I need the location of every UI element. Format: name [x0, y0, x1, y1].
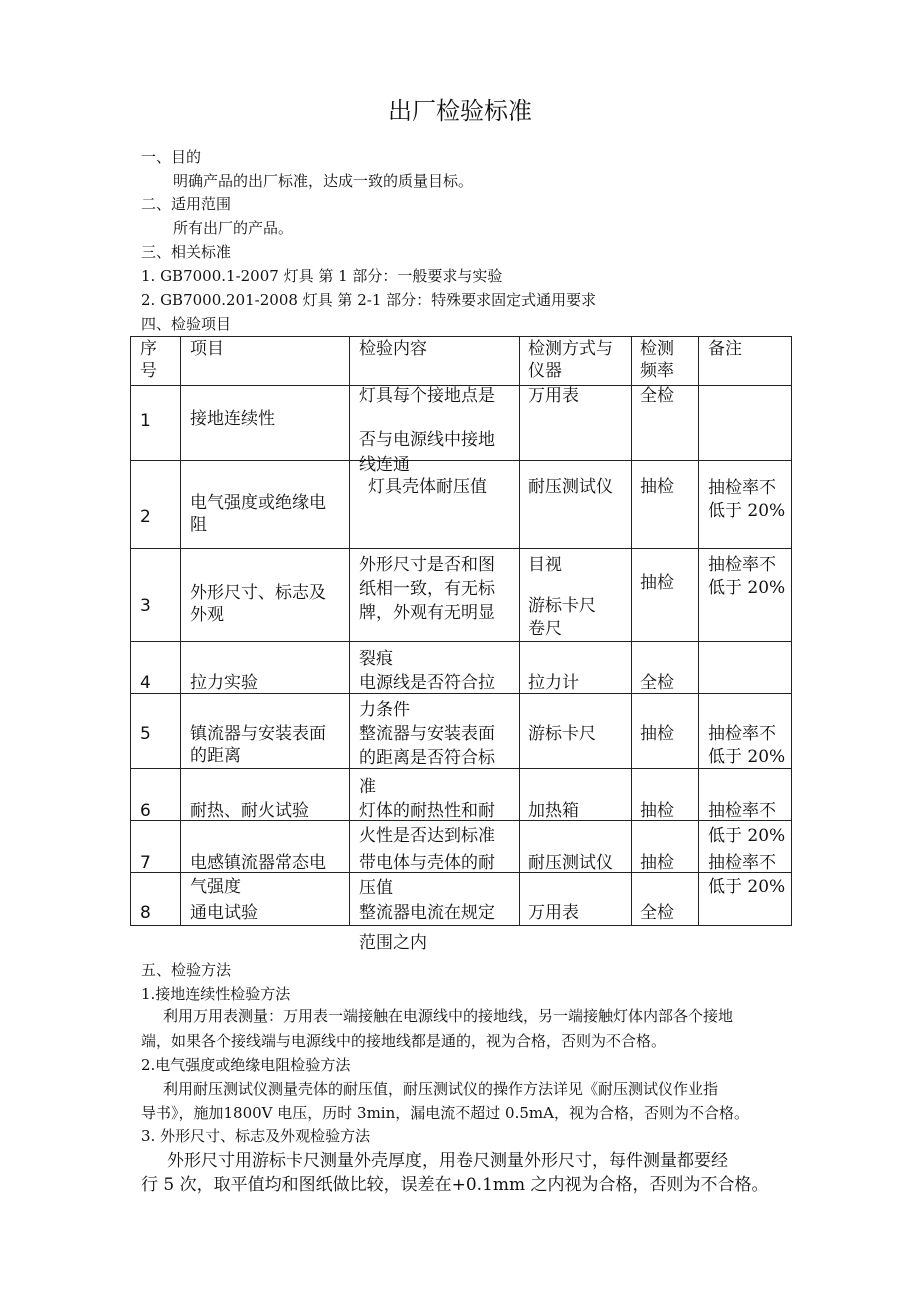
table-rule: [130, 336, 131, 926]
content-line: 否与电源线中接地: [359, 430, 495, 450]
item-name: 的距离: [190, 746, 241, 766]
item-name: 通电试验: [190, 903, 258, 923]
header-seq: 号: [140, 361, 157, 381]
content-line: 电源线是否符合拉: [359, 673, 495, 693]
standard-item-2: 2. GB7000.201-2008 灯具 第 2-1 部分：特殊要求固定式通用要求: [141, 291, 597, 309]
method-cell: 游标卡尺: [528, 596, 596, 616]
content-line: 带电体与壳体的耐: [359, 853, 495, 873]
frequency-cell: 全检: [640, 903, 674, 923]
remark-cell: 低于 20%: [708, 578, 786, 598]
content-line: 整流器电流在规定: [359, 903, 495, 923]
content-line: 的距离是否符合标: [359, 748, 495, 768]
row-number: 8: [140, 903, 151, 923]
frequency-cell: 抽检: [640, 853, 674, 873]
content-line: 灯体的耐热性和耐: [359, 801, 495, 821]
content-line: 灯具壳体耐压值: [368, 477, 487, 497]
frequency-cell: 全检: [640, 386, 674, 406]
content-line: 范围之内: [359, 933, 427, 953]
content-line: 压值: [359, 878, 393, 898]
header-item: 项目: [190, 339, 224, 359]
item-name: 气强度: [190, 877, 241, 897]
method-cell: 游标卡尺: [528, 724, 596, 744]
method-cell: 加热箱: [528, 801, 579, 821]
section-purpose-heading: 一、目的: [141, 148, 202, 166]
remark-cell: 低于 20%: [708, 877, 786, 897]
section-purpose-text: 明确产品的出厂标准，达成一致的质量目标。: [173, 172, 474, 190]
content-line: 线连通: [359, 455, 410, 475]
remark-cell: 抽检率不: [708, 724, 776, 744]
item-name: 镇流器与安装表面: [190, 724, 326, 744]
remark-cell: 抽检率不: [708, 478, 776, 498]
frequency-cell: 抽检: [640, 801, 674, 821]
remark-cell: 低于 20%: [708, 826, 786, 846]
table-rule: [180, 336, 181, 926]
frequency-cell: 抽检: [640, 573, 674, 593]
method-cell: 万用表: [528, 386, 579, 406]
header-method: 检测方式与: [528, 339, 613, 359]
inspection-table: [130, 336, 792, 926]
method-1-text: 端，如果各个接线端与电源线中的接地线都是通的，视为合格，否则为不合格。: [141, 1032, 667, 1050]
table-rule: [349, 336, 350, 926]
method-cell: 目视: [528, 555, 562, 575]
section-scope-heading: 二、适用范围: [141, 195, 232, 213]
frequency-cell: 全检: [640, 673, 674, 693]
item-name: 接地连续性: [190, 409, 275, 429]
row-number: 6: [140, 801, 151, 821]
item-name: 耐热、耐火试验: [190, 801, 309, 821]
remark-cell: 抽检率不: [708, 555, 776, 575]
header-frequency: 检测: [640, 339, 674, 359]
standard-item-1: 1. GB7000.1-2007 灯具 第 1 部分：一般要求与实验: [141, 267, 503, 285]
table-rule: [698, 336, 699, 926]
content-line: 牌，外观有无明显: [359, 603, 495, 623]
header-frequency: 频率: [640, 361, 674, 381]
header-content: 检验内容: [359, 339, 427, 359]
content-line: 外形尺寸是否和图: [359, 555, 495, 575]
table-rule: [791, 336, 792, 926]
section-standards-heading: 三、相关标准: [141, 243, 232, 261]
content-line: 力条件: [359, 700, 410, 720]
frequency-cell: 抽检: [640, 477, 674, 497]
method-cell: 卷尺: [528, 619, 562, 639]
frequency-cell: 抽检: [640, 724, 674, 744]
row-number: 4: [140, 673, 151, 693]
content-line: 火性是否达到标准: [359, 826, 495, 846]
item-name: 拉力实验: [190, 673, 258, 693]
method-2-text: 利用耐压测试仪测量壳体的耐压值，耐压测试仪的操作方法详见《耐压测试仪作业指: [163, 1080, 719, 1098]
item-name: 电气强度或绝缘电: [190, 493, 326, 513]
item-name: 电感镇流器常态电: [190, 853, 326, 873]
row-number: 3: [140, 596, 151, 616]
method-3-text: 行 5 次，取平值均和图纸做比较，误差在+0.1mm 之内视为合格，否则为不合格。: [141, 1175, 769, 1195]
table-rule: [631, 336, 632, 926]
section-scope-text: 所有出厂的产品。: [173, 219, 294, 237]
method-cell: 耐压测试仪: [528, 477, 613, 497]
row-number: 5: [140, 724, 151, 744]
remark-cell: 低于 20%: [708, 747, 786, 767]
method-cell: 拉力计: [528, 673, 579, 693]
method-1-text: 利用万用表测量：万用表一端接触在电源线中的接地线，另一端接触灯体内部各个接地: [163, 1007, 734, 1025]
row-number: 7: [140, 853, 151, 873]
content-line: 裂痕: [359, 649, 393, 669]
remark-cell: 低于 20%: [708, 501, 786, 521]
content-line: 准: [359, 777, 376, 797]
method-2-heading: 2.电气强度或绝缘电阻检验方法: [141, 1056, 351, 1074]
header-method: 仪器: [528, 361, 562, 381]
table-rule: [130, 460, 792, 461]
table-rule: [130, 336, 792, 337]
method-3-text: 外形尺寸用游标卡尺测量外壳厚度，用卷尺测量外形尺寸，每件测量都要经: [167, 1151, 728, 1171]
item-name: 外观: [190, 605, 224, 625]
row-number: 2: [140, 507, 151, 527]
table-rule: [130, 548, 792, 549]
header-seq: 序: [140, 339, 157, 359]
content-line: 整流器与安装表面: [359, 724, 495, 744]
method-1-heading: 1.接地连续性检验方法: [141, 985, 291, 1003]
section-methods-heading: 五、检验方法: [141, 961, 232, 979]
table-rule: [519, 336, 520, 926]
table-rule: [130, 925, 792, 926]
section-items-heading: 四、检验项目: [141, 315, 232, 333]
page-title: 出厂检验标准: [388, 97, 532, 125]
table-rule: [130, 641, 792, 642]
row-number: 1: [140, 411, 151, 431]
content-line: 纸相一致，有无标: [359, 579, 495, 599]
content-line: 灯具每个接地点是: [359, 386, 495, 406]
item-name: 阻: [190, 515, 207, 535]
method-cell: 耐压测试仪: [528, 853, 613, 873]
remark-cell: 抽检率不: [708, 853, 776, 873]
method-cell: 万用表: [528, 903, 579, 923]
method-2-text: 导书》，施加1800V 电压，历时 3min，漏电流不超过 0.5mA，视为合格，否则为不合格。: [141, 1104, 749, 1122]
method-3-heading: 3. 外形尺寸、标志及外观检验方法: [141, 1127, 371, 1145]
remark-cell: 抽检率不: [708, 801, 776, 821]
header-remark: 备注: [708, 339, 742, 359]
item-name: 外形尺寸、标志及: [190, 583, 326, 603]
